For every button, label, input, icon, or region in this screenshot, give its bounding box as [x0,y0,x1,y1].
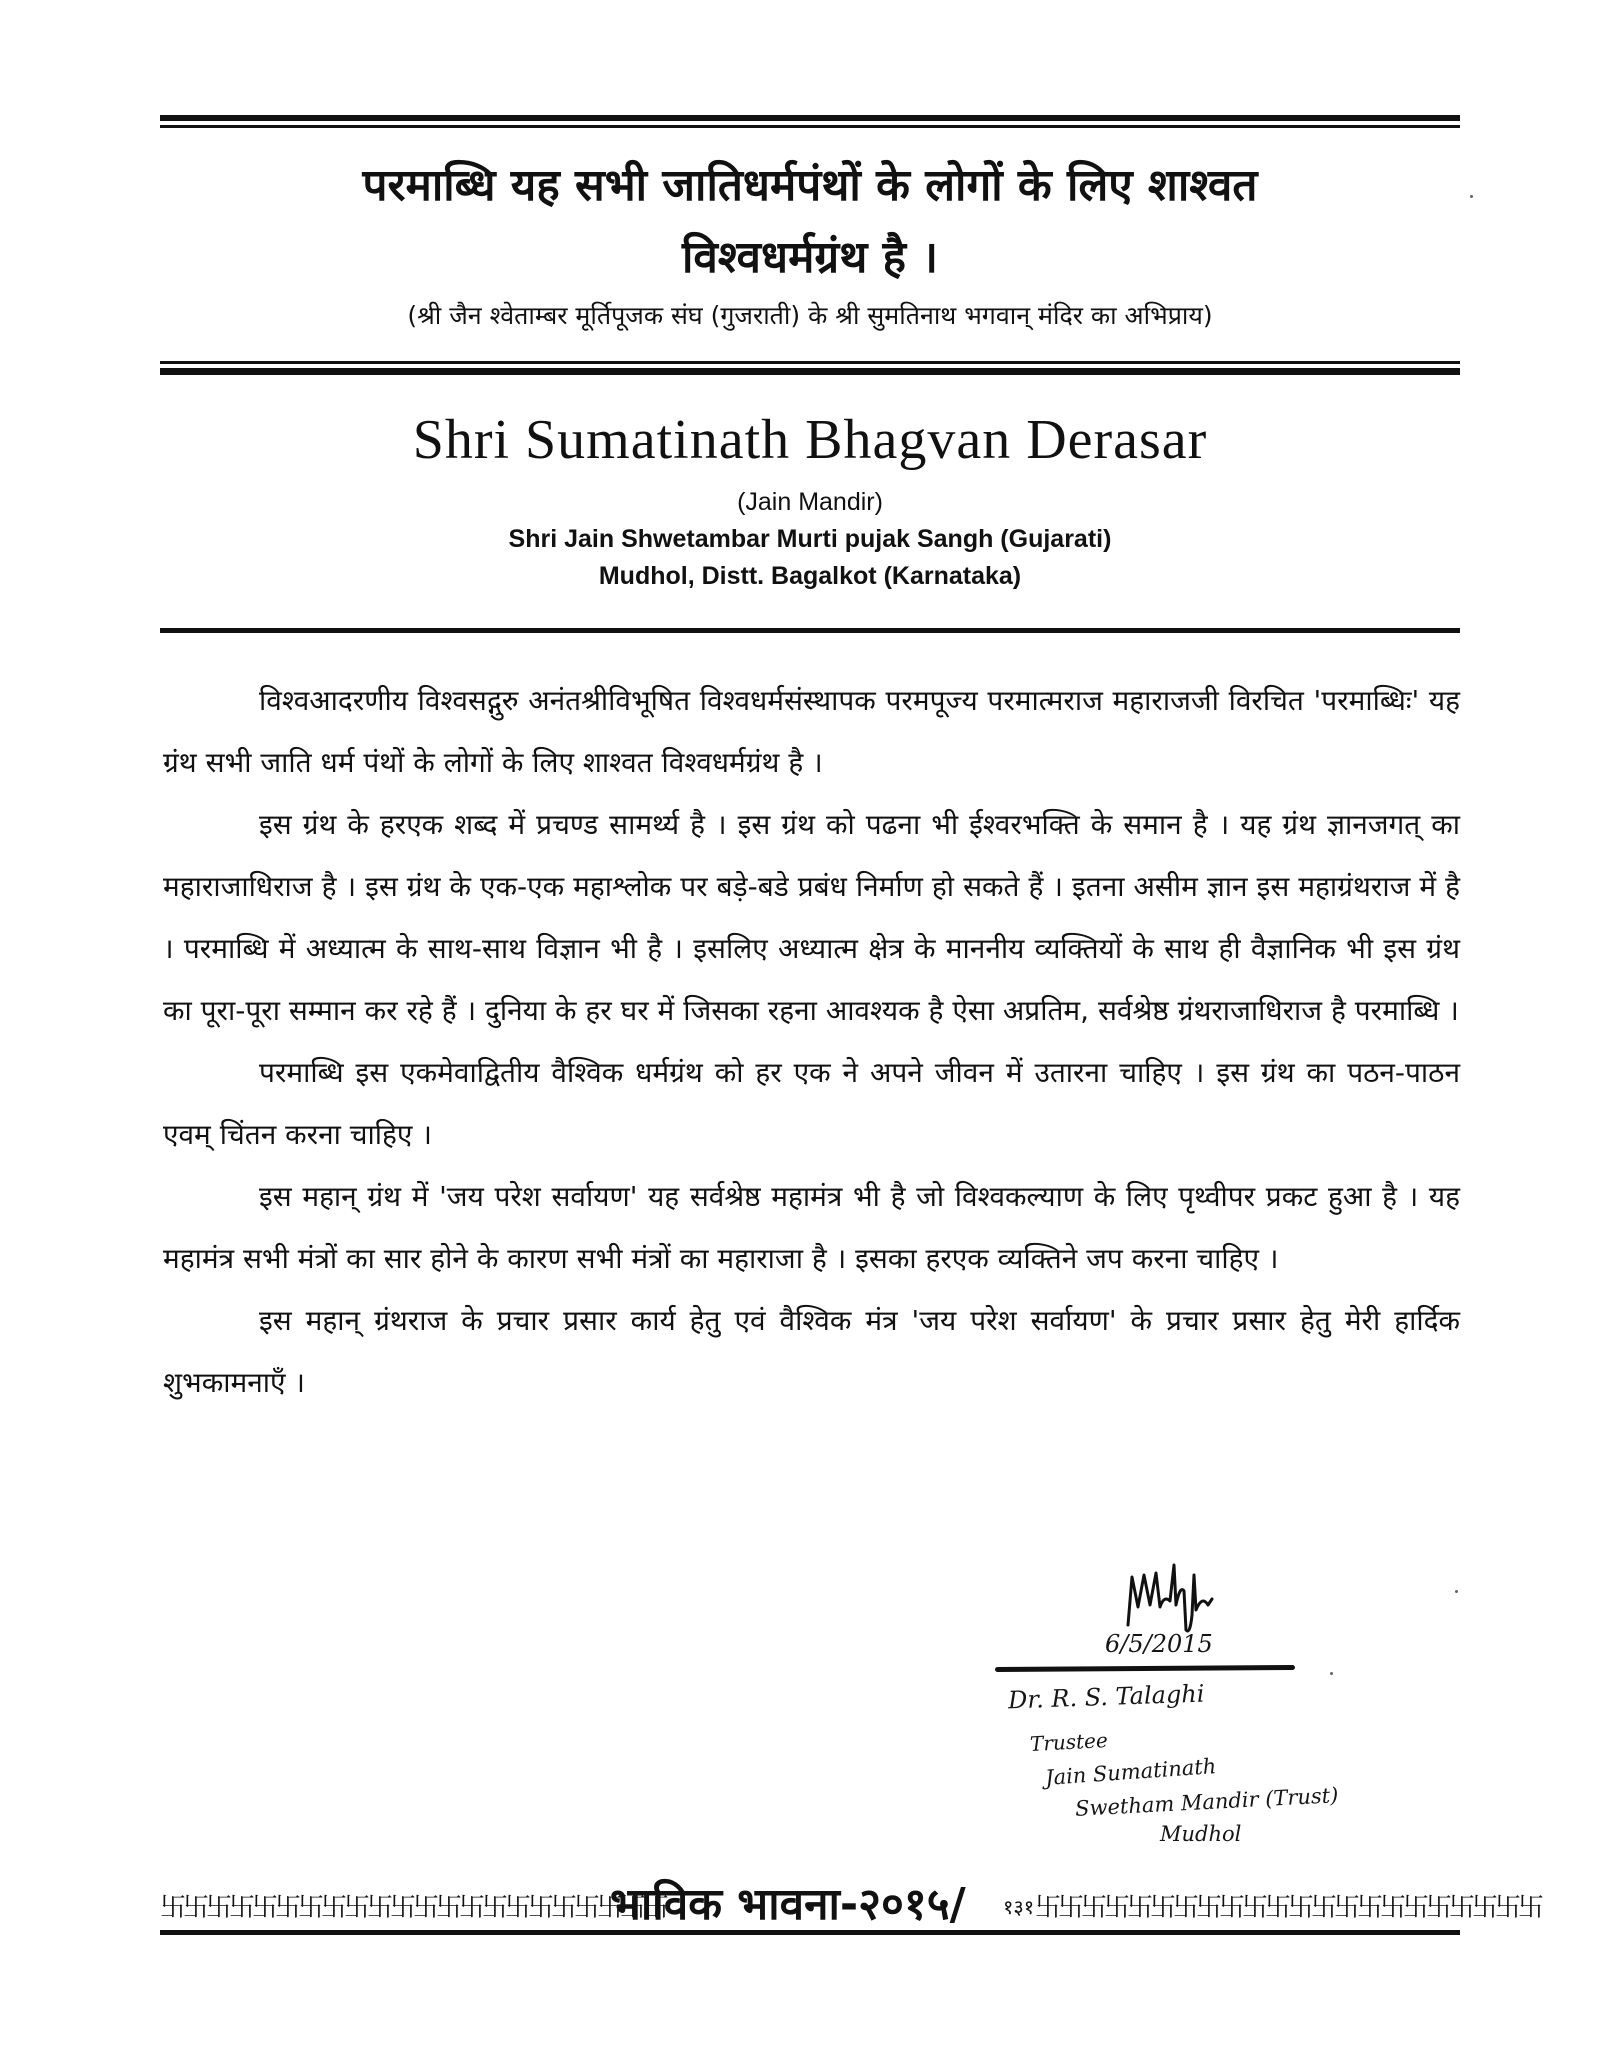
signature-line [995,1665,1295,1672]
signatory-city: Mudhol [1160,1822,1242,1846]
hindi-heading-line-2: विश्वधर्मग्रंथ है । [681,232,938,283]
institution-address: Mudhol, Distt. Bagalkot (Karnataka) [598,562,1022,590]
body-paragraph-5: इस महान् ग्रंथराज के प्रचार प्रसार कार्य हेतु एवं वैश्विक मंत्र 'जय परेश सर्वायण' के प्रचार प्रसार हेतु मेरी हार्दिक शुभकामनाएँ । [163,1304,1460,1399]
body-paragraph-4: इस महान् ग्रंथ में 'जय परेश सर्वायण' यह सर्वश्रेष्ठ महामंत्र भी है जो विश्वकल्याण के लिए पृथ्वीपर प्रकट हुआ है । यह महामंत्र सभी मंत्रों का सार होने के कारण सभी मंत्रों का महाराजा है । इसका हरएक व्यक्तिने जप करना चाहिए । [163,1180,1460,1275]
signatory-name: Dr. R. S. Talaghi [1007,1679,1205,1715]
body-paragraph-2: इस ग्रंथ के हरएक शब्द में प्रचण्ड सामर्थ्य है । इस ग्रंथ को पढना भी ईश्वरभक्ति के समान है । यह ग्रंथ ज्ञानजगत् का महाराजाधिराज है । इस ग्रंथ के एक-एक महाश्लोक पर बड़े-बडे प्रबंध निर्माण हो सकते हैं । इतना असीम ज्ञान इस महाग्रंथराज में है । परमाब्धि में अध्यात्म के साथ-साथ विज्ञान भी है । इसलिए अध्यात्म क्षेत्र के माननीय व्यक्तियों के साथ ही वैज्ञानिक भी इस ग्रंथ का पूरा-पूरा सम्मान कर रहे हैं । दुनिया के हर घर में जिसका रहना आवश्यक है ऐसा अप्रतिम, सर्वश्रेष्ठ ग्रंथराजाधिराज है परमाब्धि । [163,808,1460,1027]
signature-date: 6/5/2015 [1105,1630,1213,1658]
letter-body [163,670,1460,1414]
scan-speck [1470,195,1473,198]
page-number: १३१ [1003,1895,1035,1919]
signatory-role: Trustee [1029,1727,1109,1757]
institution-sangh: Shri Jain Shwetambar Murti pujak Sangh (Gujarati) [508,525,1112,553]
scan-speck [1330,1672,1333,1675]
top-double-rule [160,115,1460,128]
section-divider [160,628,1460,633]
ornamental-border-left-icon: 卐卐卐卐卐卐卐卐卐卐卐卐卐卐卐卐卐卐卐卐卐卐 [160,1893,667,1923]
institution-name: Shri Sumatinath Bhagvan Derasar [412,409,1208,471]
signatory-org-line-2: Swetham Mandir (Trust) [1074,1783,1339,1821]
middle-double-rule [160,361,1460,375]
body-paragraph-1: विश्वआदरणीय विश्वसद्गुरु अनंतश्रीविभूषित विश्वधर्मसंस्थापक परमपूज्य परमात्मराज महाराजजी विरचित 'परमाब्धिः' यह ग्रंथ सभी जाति धर्म पंथों के लोगों के लिए शाश्वत विश्वधर्मग्रंथ है । [163,684,1460,779]
scan-speck [1455,1590,1458,1593]
hindi-subheading: (श्री जैन श्वेताम्बर मूर्तिपूजक संघ (गुजराती) के श्री सुमतिनाथ भगवान् मंदिर का अभिप्राय) [407,301,1213,330]
institution-type: (Jain Mandir) [737,488,883,516]
ornamental-border-right-icon: 卐卐卐卐卐卐卐卐卐卐卐卐卐卐卐卐卐卐卐卐卐卐 [1035,1893,1542,1923]
signatory-org-line-1: Jain Sumatinath [1044,1754,1218,1790]
page-footer [160,1878,1542,1938]
body-paragraph-3: परमाब्धि इस एकमेवाद्वितीय वैश्विक धर्मग्रंथ को हर एक ने अपने जीवन में उतारना चाहिए । इस ग्रंथ का पठन-पाठन एवम् चिंतन करना चाहिए । [163,1056,1460,1151]
footer-rule [160,1930,1460,1935]
hindi-heading-line-1: परमाब्धि यह सभी जातिधर्मपंथों के लोगों के लिए शाश्वत [362,160,1258,211]
publication-title: भाविक भावना-२०१५/ [610,1879,966,1930]
handwritten-signature-icon [1120,1555,1240,1635]
hindi-heading [160,150,1460,294]
